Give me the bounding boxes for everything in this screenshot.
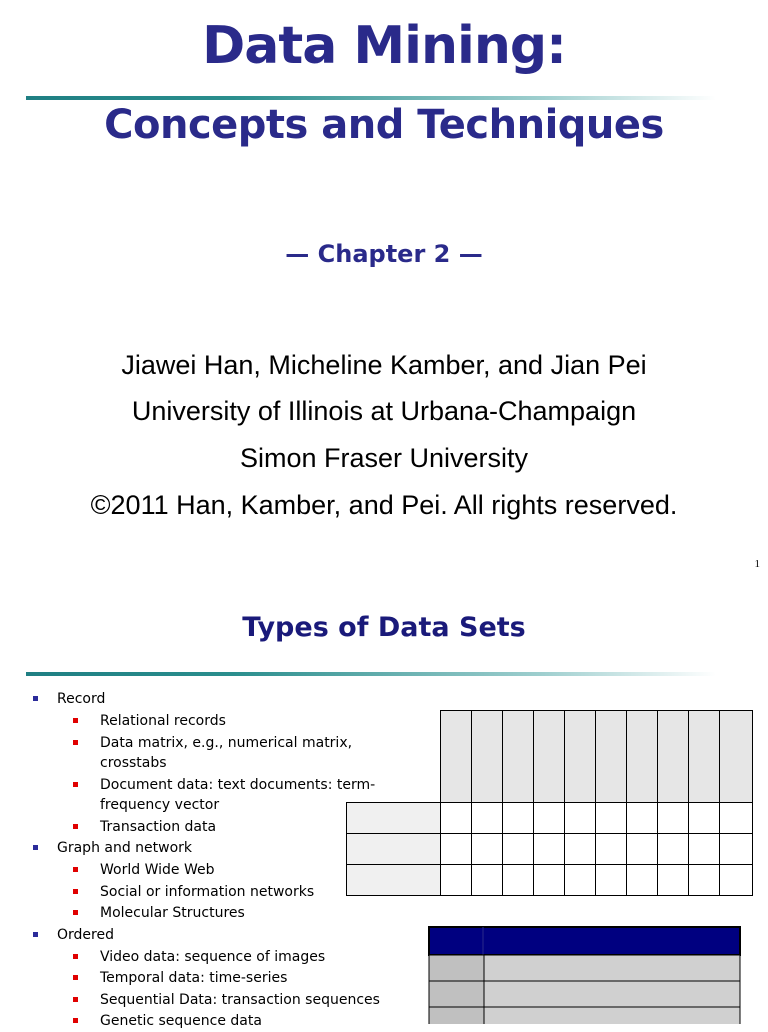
list-item-label: Graph and network <box>57 840 193 856</box>
list-item: Transaction data <box>57 816 392 838</box>
title-divider-2 <box>26 672 716 676</box>
crosstab-illustration <box>345 709 757 897</box>
list-item <box>32 688 392 837</box>
slide2-title: Types of Data Sets <box>242 612 526 643</box>
transaction-table-illustration <box>428 926 742 1024</box>
list-item-label: Ordered <box>57 926 114 943</box>
list-item: Video data: sequence of images <box>57 946 392 968</box>
list-item: Molecular Structures <box>57 902 392 924</box>
copyright: ©2011 Han, Kamber, and Pei. All rights reserved. <box>90 490 678 520</box>
affiliation-sfu: Simon Fraser University <box>239 443 529 473</box>
list-item <box>32 924 392 1032</box>
list-item: Relational records <box>57 710 392 732</box>
list-item: Sequential Data: transaction sequences <box>57 989 392 1011</box>
list-item: Temporal data: time-series <box>57 967 392 989</box>
slide-subtitle: Concepts and Techniques <box>104 102 664 148</box>
list-item: World Wide Web <box>57 859 392 881</box>
title-divider <box>26 96 716 100</box>
affiliation-uiuc: University of Illinois at Urbana-Champaign <box>131 396 637 426</box>
page-number: 1 <box>754 558 760 570</box>
list-item: Data matrix, e.g., numerical matrix, crosstabs <box>57 732 392 774</box>
chapter-label: — Chapter 2 — <box>285 240 483 268</box>
authors: Jiawei Han, Micheline Kamber, and Jian Pei <box>121 350 647 380</box>
list-item <box>32 837 392 924</box>
data-set-types-list <box>32 688 392 1032</box>
list-item-label: Record <box>57 691 106 707</box>
list-item: Genetic sequence data <box>57 1010 392 1032</box>
list-item: Document data: text documents: term-frequency vector <box>57 774 392 816</box>
list-item: Social or information networks <box>57 881 392 903</box>
slide-title: Data Mining: <box>202 16 566 76</box>
